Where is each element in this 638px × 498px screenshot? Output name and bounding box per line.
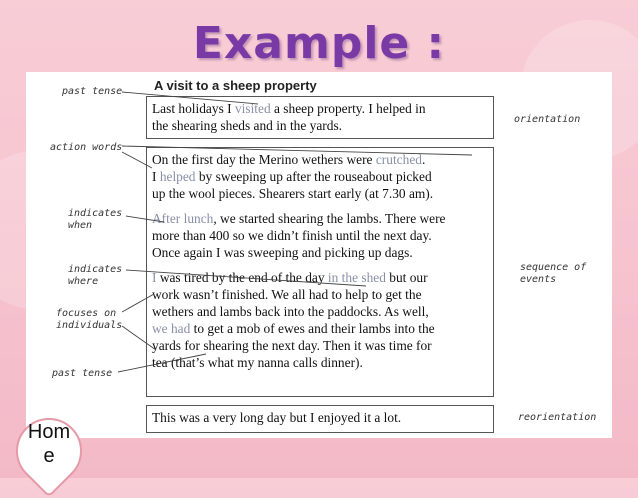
annotation-line: individuals bbox=[56, 320, 123, 331]
annotation-line: focuses on bbox=[56, 308, 117, 319]
annotation-line: when bbox=[68, 220, 93, 231]
text-line bbox=[152, 151, 488, 168]
highlighted-word: I bbox=[152, 270, 157, 285]
annotation-past-tense-bottom: past tense bbox=[52, 368, 113, 379]
text-line bbox=[152, 303, 488, 320]
text-segment: , we started shearing the lambs. There were bbox=[213, 211, 446, 226]
text-segment: On the first day the Merino wethers were bbox=[152, 152, 376, 167]
document-title: A visit to a sheep property bbox=[154, 78, 317, 93]
document-panel bbox=[26, 72, 612, 438]
text-line bbox=[152, 100, 488, 117]
text-segment: work wasn’t finished. We all had to help to get the bbox=[152, 287, 422, 302]
text-segment: up the wool pieces. Shearers start early (at 7.30 am). bbox=[152, 186, 434, 201]
text-segment: wethers and lambs back into the paddocks. As well, bbox=[152, 304, 429, 319]
text-segment: Once again I was sweeping and picking up dags. bbox=[152, 245, 413, 260]
text-segment: tea (that’s what my nanna calls dinner). bbox=[152, 355, 363, 370]
text-line bbox=[152, 337, 488, 354]
annotation-reorientation: reorientation bbox=[518, 412, 597, 423]
orientation-box bbox=[146, 96, 494, 139]
text-line bbox=[152, 409, 488, 426]
text-segment: but our bbox=[385, 270, 428, 285]
annotation-line: indicates bbox=[68, 208, 123, 219]
text-line bbox=[152, 117, 488, 134]
reorientation-box bbox=[146, 405, 494, 433]
home-label-line[interactable]: e bbox=[43, 445, 55, 467]
text-line bbox=[152, 286, 488, 303]
text-segment: Last holidays I bbox=[152, 101, 235, 116]
text-line bbox=[152, 354, 488, 371]
annotation-indicates-where bbox=[68, 264, 122, 288]
annotation-orientation: orientation bbox=[514, 114, 581, 125]
highlighted-word: crutched bbox=[375, 152, 422, 167]
highlighted-word: helped bbox=[159, 169, 196, 184]
annotation-action-words: action words bbox=[50, 142, 123, 153]
annotation-line: sequence of bbox=[520, 262, 587, 273]
text-segment: was tired by the end of the day bbox=[156, 270, 328, 285]
annotation-line: events bbox=[520, 274, 557, 285]
text-segment: by sweeping up after the rouseabout picked bbox=[195, 169, 432, 184]
text-line bbox=[152, 227, 488, 244]
highlighted-word: in the shed bbox=[327, 270, 386, 285]
annotation-line: where bbox=[68, 276, 99, 287]
annotation-past-tense-top: past tense bbox=[62, 86, 123, 97]
sequence-of-events-box bbox=[146, 147, 494, 397]
text-segment: I bbox=[152, 169, 160, 184]
text-segment: to get a mob of ewes and their lambs into the bbox=[190, 321, 435, 336]
text-segment: yards for shearing the next day. Then it was time for bbox=[152, 338, 432, 353]
annotation-line: indicates bbox=[68, 264, 123, 275]
text-segment: . bbox=[421, 152, 426, 167]
home-label-line[interactable]: Hom bbox=[27, 421, 71, 443]
text-line bbox=[152, 210, 488, 227]
text-line bbox=[152, 320, 488, 337]
annotation-focuses-on-individuals bbox=[56, 308, 122, 332]
paragraph-gap bbox=[152, 261, 488, 269]
annotation-indicates-when bbox=[68, 208, 122, 232]
home-button[interactable] bbox=[14, 420, 84, 468]
text-line bbox=[152, 168, 488, 185]
slide-title: Example : bbox=[192, 18, 446, 69]
paragraph-gap bbox=[152, 202, 488, 210]
text-line bbox=[152, 244, 488, 261]
text-segment: more than 400 so we didn’t finish until the next day. bbox=[152, 228, 432, 243]
text-segment: This was a very long day but I enjoyed it a lot. bbox=[152, 410, 402, 425]
text-line bbox=[152, 185, 488, 202]
annotation-sequence-of-events bbox=[520, 262, 586, 286]
text-segment: a sheep property. I helped in bbox=[270, 101, 426, 116]
text-segment: the shearing sheds and in the yards. bbox=[152, 118, 343, 133]
highlighted-word: visited bbox=[234, 101, 271, 116]
text-line bbox=[152, 269, 488, 286]
highlighted-word: we had bbox=[152, 321, 191, 336]
highlighted-word: After lunch bbox=[152, 211, 214, 226]
